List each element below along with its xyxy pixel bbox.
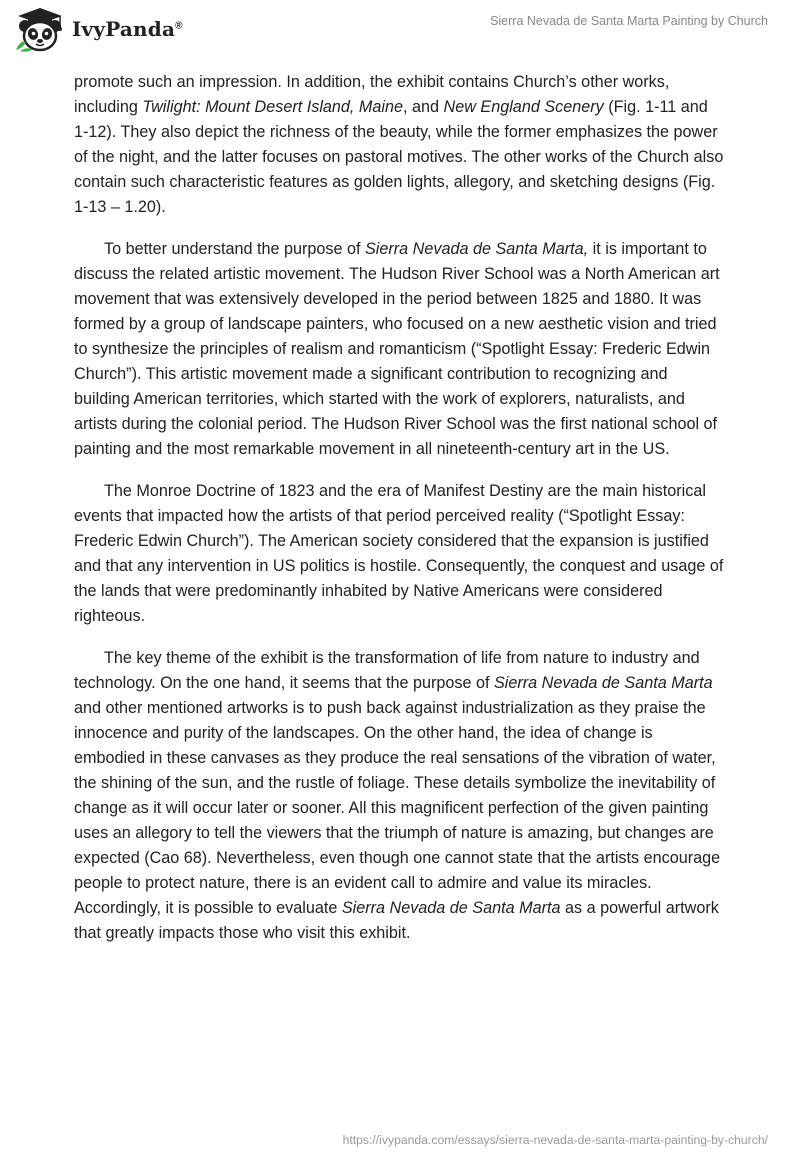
paragraph-text: it is important to discuss the related artistic movement. The Hudson River School was a North American art movement that was extensively developed in the period between 1825 and 1880. It was formed by a group of landscape painters, who focused on a new aesthetic vision and tried to synthesize the principles of realism and romanticism (“Spotlight Essay: Frederic Edwin Church”). This artistic movement made a significant contribution to recognizing and building American territories, which started with the work of explorers, naturalists, and artists during the colonial period. The Hudson River School was the first national school of painting and the most remarkable movement in all nineteenth-century art in the US. xyxy=(74,240,720,458)
panda-mascot-icon xyxy=(14,6,66,52)
italic-title: New England Scenery xyxy=(443,98,604,116)
essay-paragraph xyxy=(74,646,726,946)
paragraph-text: promote such an impression. In addition, the exhibit contains Church’s other works, including xyxy=(74,73,670,116)
document-title: Sierra Nevada de Santa Marta Painting by Church xyxy=(490,14,768,28)
paragraph-text: (Fig. 1-11 and 1-12). They also depict the richness of the beauty, while the former emphasizes the power of the night, and the latter focuses on pastoral motives. The other works of the Church also contain such characteristic features as golden lights, allegory, and sketching designs (Fig. 1-13 – 1.20). xyxy=(74,98,724,216)
italic-title: Sierra Nevada de Santa Marta, xyxy=(364,240,589,258)
paragraph-text: as a powerful artwork that greatly impacts those who visit this exhibit. xyxy=(74,899,719,942)
essay-body xyxy=(74,70,726,963)
brand-name: IvyPanda® xyxy=(72,17,183,41)
essay-paragraph xyxy=(74,70,726,220)
italic-title: Sierra Nevada de Santa Marta xyxy=(341,899,561,917)
source-url[interactable]: https://ivypanda.com/essays/sierra-nevada-de-santa-marta-painting-by-church/ xyxy=(342,1133,768,1147)
essay-paragraph xyxy=(74,479,726,629)
paragraph-text: The Monroe Doctrine of 1823 and the era of Manifest Destiny are the main historical events that impacted how the artists of that period perceived reality (“Spotlight Essay: Frederic Edwin Church”). The American society considered that the expansion is justified and that any intervention in US politics is hostile. Consequently, the conquest and usage of the lands that were predominantly inhabited by Native Americans were considered righteous. xyxy=(74,482,724,625)
paragraph-text: To better understand the purpose of xyxy=(104,240,365,258)
essay-paragraph xyxy=(74,237,726,462)
paragraph-text: , and xyxy=(403,98,444,116)
italic-title: Sierra Nevada de Santa Marta xyxy=(493,674,713,692)
paragraph-text: and other mentioned artworks is to push back against industrialization as they praise the innocence and purity of the landscapes. On the other hand, the idea of change is embodied in these canvases as they produce the real sensations of the vibration of water, the shining of the sun, and the rustle of foliage. These details symbolize the inevitability of change as it will occur later or sooner. All this magnificent perfection of the given painting uses an allegory to tell the viewers that the triumph of nature is amazing, but changes are expected (Cao 68). Nevertheless, even though one cannot state that the artists encourage people to protect nature, there is an evident call to admire and value its miracles. Accordingly, it is possible to evaluate xyxy=(74,699,721,917)
paragraph-text: The key theme of the exhibit is the transformation of life from nature to industry and technology. On the one hand, it seems that the purpose of xyxy=(74,649,700,692)
italic-title: Twilight: Mount Desert Island, Maine xyxy=(142,98,404,116)
ivypanda-logo[interactable] xyxy=(14,6,183,52)
page-header xyxy=(0,0,800,70)
